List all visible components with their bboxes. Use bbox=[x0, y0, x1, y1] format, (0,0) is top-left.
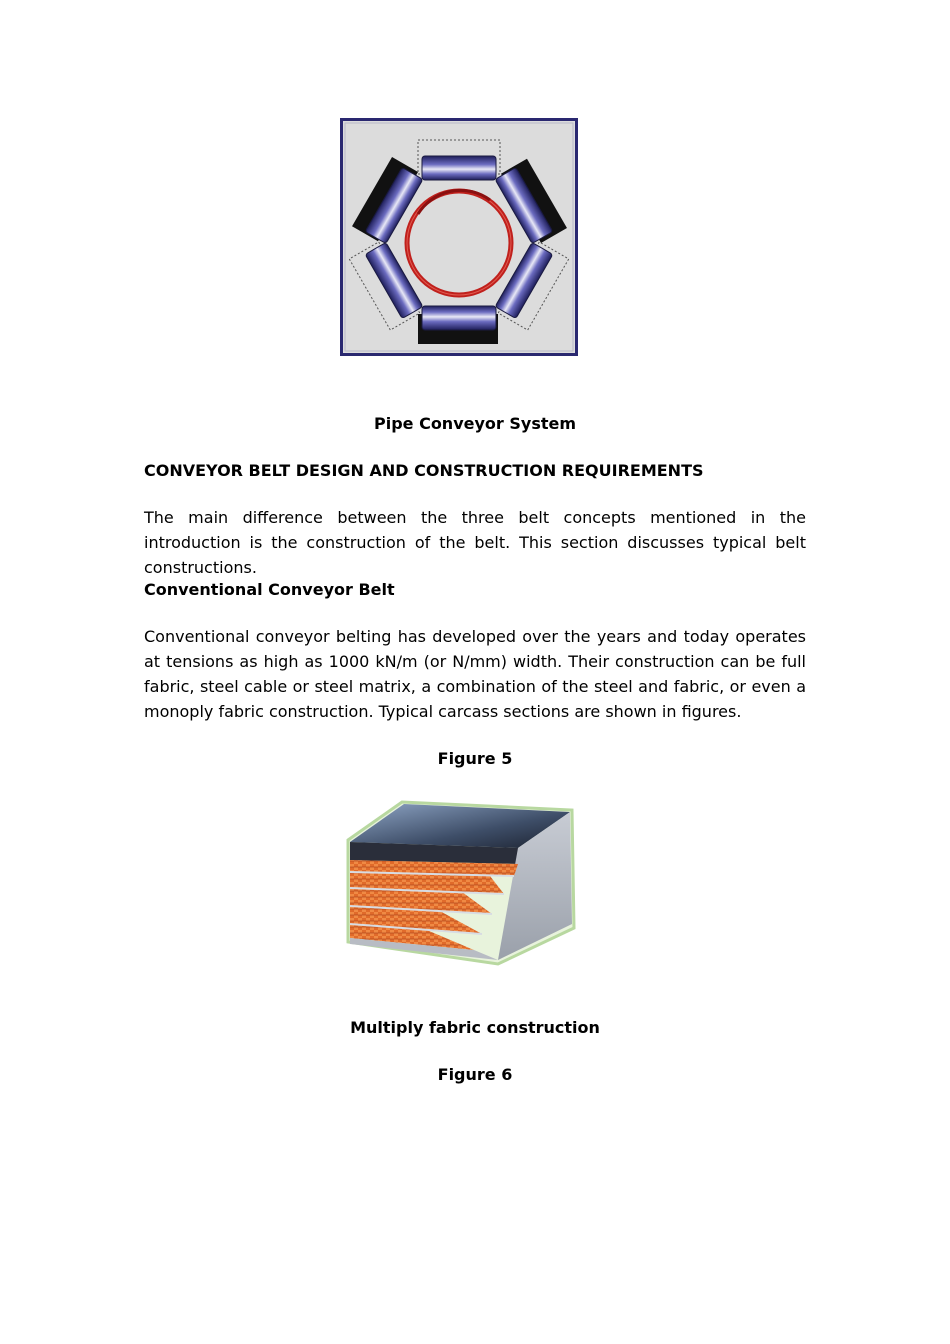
figure-6-label: Figure 6 bbox=[437, 1065, 513, 1084]
conventional-paragraph: Conventional conveyor belting has developed over the years and today operates at tensions as high as 1000 kN/m (or N/mm) width. Their construction can be full fabric, steel cable or steel matrix, a combination of the steel and fabric, or even a monoply fabric construction. Typical carcass sections are shown in figures. bbox=[144, 627, 806, 721]
pipe-conveyor-caption: Pipe Conveyor System bbox=[373, 414, 577, 433]
multiply-fabric-caption: Multiply fabric construction bbox=[350, 1018, 600, 1037]
pipe-conveyor-illustration bbox=[340, 118, 578, 356]
multiply-fabric-illustration bbox=[342, 798, 578, 968]
section-heading-conventional: Conventional Conveyor Belt bbox=[144, 580, 395, 599]
design-paragraph: The main difference between the three belt concepts mentioned in the introduction is the construction of the belt. This section discusses typical belt constructions. bbox=[144, 508, 806, 577]
figure-5-label: Figure 5 bbox=[437, 749, 513, 768]
section-heading-design: CONVEYOR BELT DESIGN AND CONSTRUCTION REQUIREMENTS bbox=[144, 461, 704, 480]
